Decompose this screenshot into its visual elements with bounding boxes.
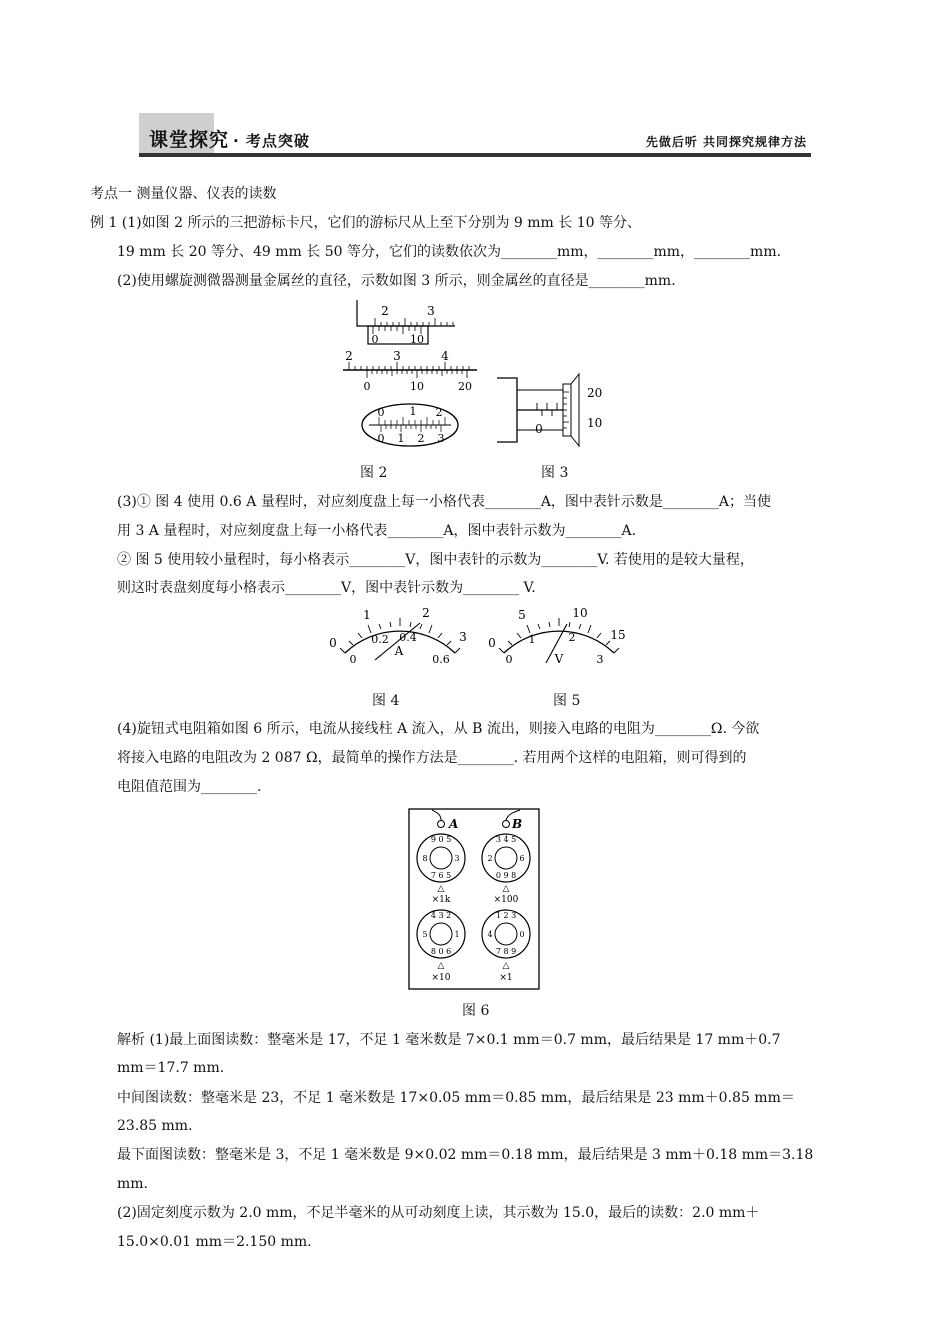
- tick-label: 2: [381, 304, 389, 318]
- svg-text:9 0 5: 9 0 5: [430, 835, 452, 844]
- svg-text:4: 4: [487, 930, 493, 939]
- tick-label: 1: [397, 432, 405, 445]
- tick-label: 0.4: [399, 631, 417, 644]
- tick-label: 0: [505, 653, 513, 666]
- multiplier-label: ×100: [493, 895, 519, 905]
- caption-fig5: 图 5: [553, 693, 581, 709]
- text-line: (2)使用螺旋测微器测量金属丝的直径，示数如图 3 所示，则金属丝的直径是________mm.: [117, 273, 676, 289]
- tick-label: 10: [587, 416, 603, 430]
- dial-x100: [482, 834, 530, 882]
- terminal-b-label: B: [512, 817, 523, 831]
- dial-x10: [417, 910, 465, 958]
- svg-text:8: 8: [422, 854, 428, 863]
- dial-x1k: [417, 834, 465, 882]
- tick-label: 3: [459, 630, 467, 644]
- tick-label: 1: [409, 405, 417, 418]
- tick-label: 0: [371, 333, 379, 346]
- tick-label: 0: [377, 406, 385, 419]
- unit-label: A: [394, 644, 404, 658]
- tick-label: 5: [518, 608, 526, 622]
- svg-text:△: △: [502, 961, 510, 971]
- svg-text:0 9 8: 0 9 8: [495, 871, 517, 880]
- tick-label: 2: [345, 349, 353, 363]
- tick-label: 2: [568, 631, 576, 644]
- solution-line: mm＝17.7 mm.: [117, 1060, 225, 1076]
- terminal-a: [438, 821, 445, 828]
- tick-label: 0.2: [371, 633, 389, 646]
- figure-5-voltmeter: [482, 605, 632, 670]
- tick-label: 3: [393, 349, 401, 363]
- svg-text:△: △: [437, 961, 445, 971]
- solution-line: mm.: [117, 1176, 149, 1192]
- svg-text:△: △: [502, 884, 510, 894]
- terminal-a-label: A: [449, 817, 459, 831]
- figure-3-micrometer: [495, 370, 605, 448]
- tick-label: 2: [417, 432, 425, 445]
- tick-label: 3: [427, 304, 435, 318]
- tick-label: 2: [435, 406, 443, 419]
- tick-label: 10: [572, 606, 588, 620]
- caption-fig2: 图 2: [360, 465, 388, 481]
- text-line: 例 1 (1)如图 2 所示的三把游标卡尺，它们的游标尺从上至下分别为 9 mm 长 10 等分、: [90, 215, 641, 231]
- tick-label: 3: [437, 432, 445, 445]
- section-header: [139, 113, 811, 155]
- caption-fig6: 图 6: [462, 1003, 490, 1019]
- solution-line: (2)固定刻度示数为 2.0 mm，不足半毫米的从可动刻度上读，其示数为 15.0，最后的读数：2.0 mm＋: [117, 1205, 760, 1221]
- figure-2-vernier-calipers: [335, 298, 485, 448]
- multiplier-label: ×1: [499, 973, 513, 983]
- tick-label: 0: [377, 432, 385, 445]
- text-line: 19 mm 长 20 等分、49 mm 长 50 等分，它们的读数依次为________mm，________mm，________mm.: [117, 244, 782, 260]
- caption-fig3: 图 3: [541, 465, 569, 481]
- caliper-middle: [343, 349, 477, 393]
- svg-text:1 2 3: 1 2 3: [495, 911, 517, 920]
- tick-label: 15: [610, 628, 626, 642]
- figure-4-ammeter: [323, 605, 473, 670]
- figure-6-resistance-box: [408, 808, 540, 990]
- solution-line: 15.0×0.01 mm＝2.150 mm.: [117, 1234, 312, 1250]
- header-title: [149, 125, 310, 152]
- multiplier-label: ×10: [431, 973, 451, 983]
- tick-label: 3: [596, 653, 604, 666]
- tick-label: 0: [535, 422, 543, 436]
- text-line: 将接入电路的电阻改为 2 087 Ω，最简单的操作方法是________. 若用两个这样的电阻箱，则可得到的: [117, 750, 747, 766]
- unit-label: V: [554, 652, 564, 666]
- text-line: (3)① 图 4 使用 0.6 A 量程时，对应刻度盘上每一小格代表________A，图中表针示数是________A；当使: [117, 494, 772, 510]
- svg-text:1: 1: [454, 930, 460, 939]
- svg-text:7 8 9: 7 8 9: [495, 947, 517, 956]
- svg-text:5: 5: [422, 930, 428, 939]
- tick-label: 10: [410, 380, 424, 393]
- tick-label: 1: [363, 608, 371, 622]
- text-line: ② 图 5 使用较小量程时，每小格表示________V，图中表针的示数为________V. 若使用的是较大量程，: [117, 552, 754, 568]
- solution-line: 最下面图读数：整毫米是 3，不足 1 毫米数是 9×0.02 mm＝0.18 mm，最后结果是 3 mm＋0.18 mm＝3.18: [117, 1147, 814, 1163]
- solution-line: 解析 (1)最上面图读数：整毫米是 17，不足 1 毫米数是 7×0.1 mm＝0.7 mm，最后结果是 17 mm＋0.7: [117, 1032, 781, 1048]
- tick-label: 10: [410, 333, 424, 346]
- text-line: 则这时表盘刻度每小格表示________V，图中表针示数为________ V.: [117, 580, 536, 596]
- tick-label: 0: [488, 636, 496, 650]
- text-line: 用 3 A 量程时，对应刻度盘上每一小格代表________A，图中表针示数为________A.: [117, 523, 637, 539]
- svg-text:4 3 2: 4 3 2: [430, 911, 452, 920]
- svg-text:6: 6: [519, 854, 525, 863]
- svg-text:2: 2: [487, 854, 493, 863]
- tick-label: 0: [349, 653, 357, 666]
- topic-heading: 考点一 测量仪器、仪表的读数: [90, 186, 277, 202]
- solution-line: 中间图读数：整毫米是 23，不足 1 毫米数是 17×0.05 mm＝0.85 mm，最后结果是 23 mm＋0.85 mm＝: [117, 1090, 795, 1106]
- tick-label: 2: [422, 606, 430, 620]
- tick-label: 1: [528, 633, 536, 646]
- tick-label: 4: [441, 349, 449, 363]
- svg-text:3 4 5: 3 4 5: [495, 835, 517, 844]
- tick-label: 20: [458, 380, 472, 393]
- svg-text:7 6 5: 7 6 5: [430, 871, 452, 880]
- caption-fig4: 图 4: [372, 693, 400, 709]
- terminal-b: [503, 821, 510, 828]
- tick-label: 0: [363, 380, 371, 393]
- dial-x1: [482, 910, 530, 958]
- text-line: (4)旋钮式电阻箱如图 6 所示，电流从接线柱 A 流入，从 B 流出，则接入电路的电阻为________Ω. 今欲: [117, 721, 760, 737]
- tick-label: 20: [587, 386, 603, 400]
- header-rule: [139, 153, 811, 157]
- caliper-top: [357, 300, 455, 346]
- solution-line: 23.85 mm.: [117, 1118, 193, 1134]
- text-line: 电阻值范围为________.: [117, 779, 262, 795]
- tick-label: 0.6: [432, 653, 450, 666]
- header-title-text: 课堂探究: [149, 129, 230, 151]
- caliper-bottom: [362, 404, 458, 446]
- svg-text:0: 0: [519, 930, 525, 939]
- svg-text:△: △: [437, 884, 445, 894]
- svg-text:3: 3: [454, 854, 460, 863]
- multiplier-label: ×1k: [431, 895, 451, 905]
- header-right-text: 先做后听 共同探究规律方法: [645, 135, 807, 149]
- tick-label: 0: [329, 636, 337, 650]
- header-subtitle: · 考点突破: [233, 132, 310, 150]
- svg-text:8 0 6: 8 0 6: [430, 947, 452, 956]
